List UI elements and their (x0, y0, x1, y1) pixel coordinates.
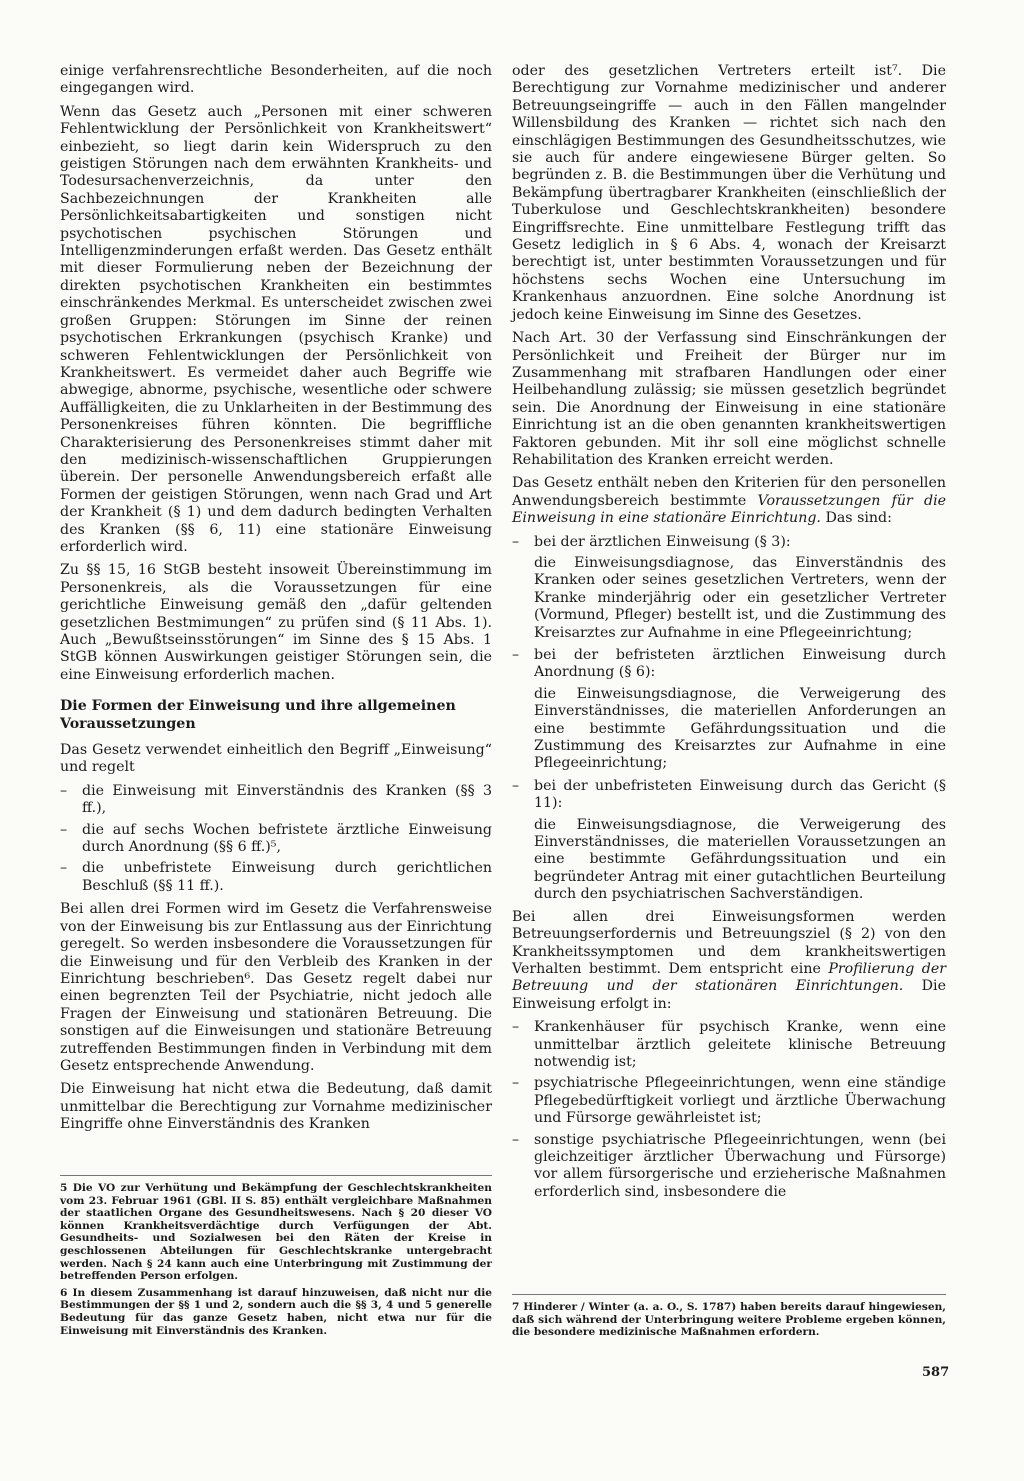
text-run: Das sind: (820, 510, 892, 527)
paragraph (512, 475, 946, 527)
footnote: 7 Hinderer / Winter (a. a. O., S. 1787) haben bereits darauf hingewiesen, daß sich während der Unterbringung weitere Probleme ergeben können, die besondere medizinische Maßnahmen erfordern. (512, 1301, 946, 1339)
case-title: – bei der ärztlichen Einweisung (§ 3): (512, 534, 946, 551)
paragraph: Nach Art. 30 der Verfassung sind Einschränkungen der Persönlichkeit und Freiheit der Bürger nur im Zusammenhang mit strafbaren Handlungen oder einer Heilbehandlung zulässig; sie müssen gesetzlich begründet sein. Die Anordnung der Einweisung in eine stationäre Einrichtung ist an die oben genannten krankheitswertigen Faktoren gebunden. Mit ihr soll eine möglichst schnelle Rehabilitation des Kranken erreicht werden. (512, 330, 946, 468)
right-column (512, 63, 946, 1207)
case-title: – bei der befristeten ärztlichen Einweisung durch Anordnung (§ 6): (512, 647, 946, 682)
paragraph: einige verfahrensrechtliche Besonderheiten, auf die noch eingegangen wird. (60, 63, 492, 97)
case-title: – bei der unbefristeten Einweisung durch das Gericht (§ 11): (512, 778, 946, 813)
case-text: die Einweisungsdiagnose, das Einverständnis des Kranken oder seines gesetzlichen Vertreters, wenn der Kranke minderjährig oder ein gesetzlicher Vertreter (Vormund, Pfleger) bestellt ist, und die Zustimmung des Kreisarztes zur Aufnahme in eine Pflegeeinrichtung; (534, 554, 946, 641)
case-text: die Einweisungsdiagnose, die Verweigerung des Einverständnisses, die materiellen Voraussetzungen an eine bestimmte Gefährdungssituation und ein begründeter Antrag mit einer gutachtlichen Beurteilung durch den psychiatrischen Sachverständigen. (534, 816, 946, 903)
paragraph (512, 909, 946, 1013)
footnote: 6 In diesem Zusammenhang ist darauf hinzuweisen, daß nicht nur die Bestimmungen der §§ 1 und 2, sondern auch die §§ 3, 4 und 5 generelle Bedeutung für das ganze Gesetz haben, nicht etwa nur für die Einweisung mit Einverständnis des Kranken. (60, 1286, 492, 1337)
paragraph: Wenn das Gesetz auch „Personen mit einer schweren Fehlentwicklung der Persönlichkeit von Krankheitswert“ einbezieht, so liegt darin kein Widerspruch zu den geistigen Störungen nach dem erwähnten Krankheits- und Todesursachenverzeichnis, da unter den Sachbezeichnungen der Krankheiten alle Persönlichkeitsabartigkeiten und sonstigen nicht psychotischen psychischen Störungen und Intelligenzminderungen erfaßt werden. Das Gesetz enthält mit dieser Formulierung neben der Bezeichnung der direkten psychotischen Krankheiten ein bestimmtes einschränkendes Merkmal. Es unterscheidet zwischen zwei großen Gruppen: Störungen im Sinne der reinen psychotischen Erkrankungen (psychisch Kranke) und schweren Fehlentwicklungen der Persönlichkeit von Krankheitswert. Es vermeidet daher auch Begriffe wie abwegige, abnorme, psychische, wesentliche oder schwere Auffälligkeiten, die zu Unklarheiten in der Bestimmung des Personenkreises führen könnten. Die begriffliche Charakterisierung des Personenkreises stimmt daher mit den medizinisch-wissenschaftlichen Gruppierungen überein. Der personelle Anwendungsbereich erfaßt alle Formen der geistigen Störungen, wenn nach Grad und Art der Krankheit (§ 1) und dem dadurch bedingten Verhalten des Kranken (§§ 6, 11) eine stationäre Einweisung erforderlich wird. (60, 103, 492, 555)
einweisung-cases-list (512, 534, 946, 551)
list-item: – psychiatrische Pflegeeinrichtungen, wenn eine ständige Pflegebedürftigkeit vorliegt und ärztliche Überwachung und Fürsorge gewährleistet ist; (512, 1075, 946, 1127)
paragraph: Die Einweisung hat nicht etwa die Bedeutung, daß damit unmittelbar die Berechtigung zur Vornahme medizinischer Eingriffe ohne Einverständnis des Kranken (60, 1081, 492, 1133)
einrichtungen-list (512, 1019, 946, 1201)
list-item: – die Einweisung mit Einverständnis des Kranken (§§ 3 ff.), (60, 783, 492, 818)
paragraph: Bei allen drei Formen wird im Gesetz die Verfahrensweise von der Einweisung bis zur Entlassung aus der Einrichtung geregelt. So werden insbesondere die Voraussetzungen für die Einweisung und für den Verbleib des Kranken in der Einrichtung beschrieben⁶. Das Gesetz regelt dabei nur einen begrenzten Teil der Psychiatrie, nicht jedoch alle Fragen der Einweisung und stationären Betreuung. Die sonstigen auf die Einweisungen und stationäre Betreuung zutreffenden Bestimmungen finden in Verbindung mit dem Gesetz entsprechende Anwendung. (60, 901, 492, 1074)
paragraph: Zu §§ 15, 16 StGB besteht insoweit Übereinstimmung im Personenkreis, als die Voraussetzungen für eine gerichtliche Einweisung gemäß den „dafür geltenden gesetzlichen Bestmimungen“ zu prüfen sind (§ 11 Abs. 1). Auch „Bewußtseinsstörungen“ im Sinne des § 15 Abs. 1 StGB können Auswirkungen geistiger Störungen sein, die eine Einweisung erforderlich machen. (60, 562, 492, 683)
list-item: – die unbefristete Einweisung durch gerichtlichen Beschluß (§§ 11 ff.). (60, 860, 492, 895)
footnotes-left (60, 1175, 492, 1341)
list-item: – die auf sechs Wochen befristete ärztliche Einweisung durch Anordnung (§§ 6 ff.)⁵, (60, 822, 492, 857)
footnote: 5 Die VO zur Verhütung und Bekämpfung der Geschlechtskrankheiten vom 23. Februar 1961 (GBl. II S. 85) enthält vergleichbare Maßnahmen der staatlichen Organe des Gesundheitswesens. Nach § 20 dieser VO können Krankheitsverdächtige durch Verfügungen der Abt. Gesundheits- und Sozialwesen bei den Räten der Kreise in geschlossenen Abteilungen für Geschlechtskranke untergebracht werden. Nach § 24 kann auch eine Unterbringung mit Zustimmung der betreffenden Person erfolgen. (60, 1182, 492, 1283)
text-run: Bei allen drei Einweisungsformen werden Betreuungserfordernis und Betreuungsziel (§ 2) von den Krankheitssymptomen und dem krankheitswertigen Verhalten bestimmt. Dem entspricht eine (512, 908, 946, 977)
emphasis-text: Voraussetzungen für die Einweisung in eine stationäre Einrichtung. (512, 492, 947, 527)
case-text: die Einweisungsdiagnose, die Verweigerung des Einverständnisses, die materiellen Anforderungen an eine bestimmte Gefährdungssituation und die Zustimmung des Kreisarztes zur Aufnahme in eine Pflegeeinrichtung; (534, 685, 946, 772)
list-item: – Krankenhäuser für psychisch Kranke, wenn eine unmittelbar ärztlich geleitete klinische Betreuung notwendig ist; (512, 1019, 946, 1071)
paragraph: Das Gesetz verwendet einheitlich den Begriff „Einweisung“ und regelt (60, 742, 492, 776)
left-column (60, 63, 492, 1140)
einweisung-cases-list (512, 778, 946, 813)
section-heading: Die Formen der Einweisung und ihre allgemeinen Voraussetzungen (60, 698, 456, 732)
paragraph: oder des gesetzlichen Vertreters erteilt ist⁷. Die Berechtigung zur Vornahme medizinischer und anderer Betreuungseingriffe — auch in den Fällen mangelnder Willensbildung des Kranken — richtet sich nach den einschlägigen Bestimmungen des Gesundheitsschutzes, wie sie auch für andere eingewiesene Bürger gelten. So begründen z. B. die Bestimmungen über die Verhütung und Bekämpfung übertragbarer Krankheiten (einschließlich der Tuberkulose und Geschlechtskrankheiten) besondere Eingriffsrechte. Eine unmittelbare Festlegung trifft das Gesetz lediglich in § 6 Abs. 4, wonach der Kreisarzt berechtigt ist, unter bestimmten Voraussetzungen und für höchstens sechs Wochen eine Untersuchung im Krankenhaus anzuordnen. Eine solche Anordnung ist jedoch keine Einweisung im Sinne des Gesetzes. (512, 63, 946, 323)
text-run: Das Gesetz enthält neben den Kriterien für den personellen Anwendungsbereich bestimmte (512, 475, 946, 509)
emphasis-text: Profilierung der Betreuung und der stationären Einrichtungen. (512, 960, 946, 995)
einweisung-forms-list (60, 783, 492, 895)
footnotes-right (512, 1294, 946, 1343)
einweisung-cases-list (512, 647, 946, 682)
list-item: – sonstige psychiatrische Pflegeeinrichtungen, wenn (bei gleichzeitiger ärztlicher Überwachung und Fürsorge) vor allem fürsorgerische und erzieherische Maßnahmen erforderlich sind, insbesondere die (512, 1132, 946, 1202)
text-run: Die Einweisung erfolgt in: (512, 978, 946, 1012)
page-number: 587 (922, 1365, 950, 1380)
